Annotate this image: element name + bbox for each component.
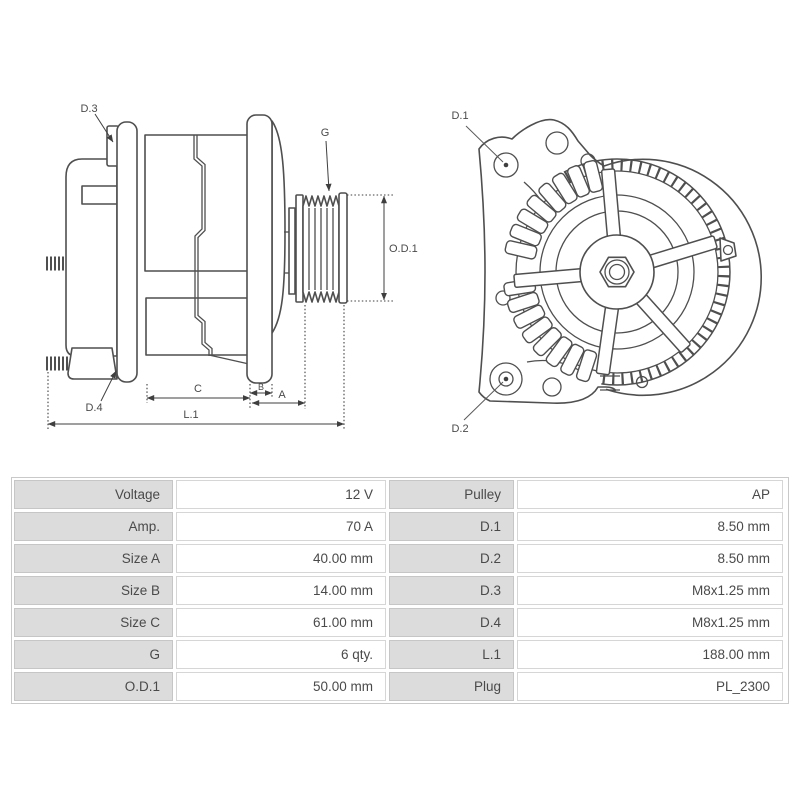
front-nose (272, 121, 285, 333)
table-cell-label: L.1 (389, 640, 514, 669)
label-d3: D.3 (80, 103, 98, 115)
label-g: G (320, 127, 330, 139)
table-cell-label: Size A (14, 544, 173, 573)
label-a: A (278, 389, 286, 401)
front-view-drawing (451, 110, 761, 435)
body-lower (146, 298, 252, 355)
table-cell-value: 61.00 mm (176, 608, 386, 637)
table-cell-label: Pulley (389, 480, 514, 509)
label-c: C (194, 383, 202, 395)
spec-table (11, 477, 789, 704)
table-cell-label: D.4 (389, 608, 514, 637)
table-cell-label: O.D.1 (14, 672, 173, 701)
label-l1: L.1 (183, 409, 199, 421)
table-cell-label: D.3 (389, 576, 514, 605)
mounting-flange (117, 122, 137, 382)
label-b: B (257, 382, 265, 392)
table-cell-label: Size B (14, 576, 173, 605)
table-cell-value: 40.00 mm (176, 544, 386, 573)
table-cell-value: 8.50 mm (517, 544, 783, 573)
label-d2: D.2 (451, 423, 469, 435)
table-cell-label: Voltage (14, 480, 173, 509)
pulley-flange-right (339, 193, 347, 303)
table-cell-value: 14.00 mm (176, 576, 386, 605)
side-view-drawing (46, 103, 418, 429)
label-d1: D.1 (451, 110, 469, 122)
rear-housing-slot (82, 186, 117, 204)
table-cell-label: Plug (389, 672, 514, 701)
table-cell-value: 188.00 mm (517, 640, 783, 669)
lower-mount-boss (68, 348, 117, 379)
table-cell-value: 12 V (176, 480, 386, 509)
table-cell-value: AP (517, 480, 783, 509)
leader-g (326, 141, 329, 191)
table-cell-value: M8x1.25 mm (517, 608, 783, 637)
table-cell-label: Amp. (14, 512, 173, 541)
table-cell-value: 6 qty. (176, 640, 386, 669)
label-d4: D.4 (85, 402, 103, 414)
table-cell-value: PL_2300 (517, 672, 783, 701)
table-cell-label: D.2 (389, 544, 514, 573)
table-cell-label: Size C (14, 608, 173, 637)
shaft-spacer (289, 208, 295, 294)
front-bracket (247, 115, 272, 383)
pulley-flange-left (296, 195, 303, 302)
table-cell-label: D.1 (389, 512, 514, 541)
label-od1: O.D.1 (389, 243, 418, 255)
table-cell-value: 70 A (176, 512, 386, 541)
table-cell-label: G (14, 640, 173, 669)
table-cell-value: M8x1.25 mm (517, 576, 783, 605)
table-cell-value: 8.50 mm (517, 512, 783, 541)
table-cell-value: 50.00 mm (176, 672, 386, 701)
